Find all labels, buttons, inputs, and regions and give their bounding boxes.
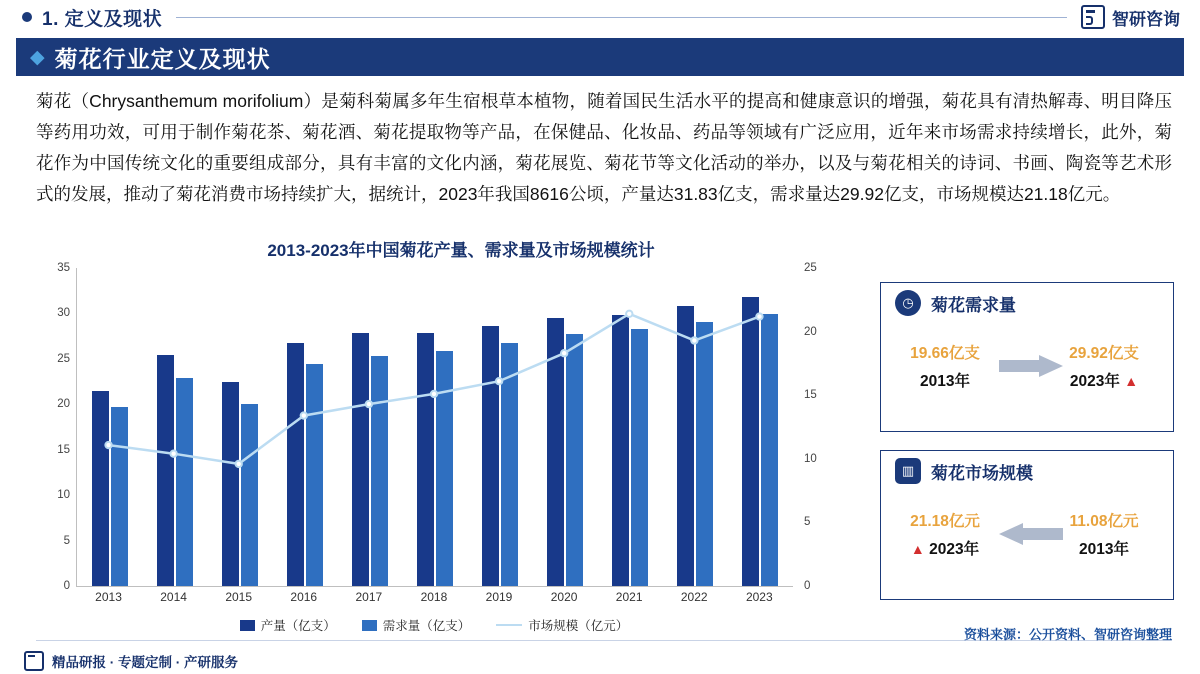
page-footer	[0, 648, 1200, 674]
x-tick-label: 2018	[420, 590, 448, 604]
stat-right-year: 2013年	[1079, 541, 1129, 558]
legend-label: 需求量（亿支）	[382, 619, 471, 633]
stat-card-demand	[880, 282, 1174, 432]
stat-left-year: 2013年	[920, 373, 970, 390]
y-tick-left: 10	[57, 489, 70, 502]
section-title-band	[16, 38, 1184, 76]
y-tick-right: 15	[804, 389, 817, 402]
up-arrow-icon: ▲	[1124, 373, 1139, 389]
stat-right	[1049, 341, 1159, 391]
x-tick-label: 2020	[550, 590, 578, 604]
legend-item	[362, 616, 471, 634]
legend-item	[240, 616, 336, 634]
demand-gauge-icon: ◷	[895, 290, 921, 316]
x-tick-label: 2017	[355, 590, 383, 604]
y-axis-right	[798, 262, 832, 592]
page-header	[0, 0, 1200, 34]
legend-swatch	[240, 620, 255, 631]
legend-label: 产量（亿支）	[260, 619, 336, 633]
x-tick-label: 2013	[95, 590, 122, 604]
zhiyan-logo-icon	[1081, 5, 1105, 29]
market-chart-icon: ▥	[895, 458, 921, 484]
stat-right-value: 29.92亿支	[1069, 345, 1139, 362]
x-tick-label: 2016	[290, 590, 318, 604]
legend-label: 市场规模（亿元）	[528, 619, 629, 633]
x-tick-label: 2021	[615, 590, 643, 604]
chart-container	[36, 236, 856, 636]
y-tick-right: 5	[804, 516, 811, 529]
stat-right	[1049, 509, 1159, 559]
x-axis	[76, 590, 792, 604]
body-paragraph: 菊花（Chrysanthemum morifolium）是菊科菊属多年生宿根草本植物，随着国民生活水平的提高和健康意识的增强，菊花具有清热解毒、明目降压等药用功效，可用于制作菊花茶、菊花酒、菊花提取物等产品，在保健品、化妆品、药品等领域有广泛应用，近年来市场需求持续增长，此外，菊花作为中国传统文化的重要组成部分，具有丰富的文化内涵，菊花展览、菊花节等文化活动的举办，以及与菊花相关的诗词、书画、陶瓷等艺术形式的发展，推动了菊花消费市场持续扩大，据统计，2023年我国8616公顷，产量达31.83亿支，需求量达29.92亿支，市场规模达21.18亿元。	[36, 91, 1172, 204]
x-tick-label: 2023	[745, 590, 773, 604]
stat-right-year: 2023年 ▲	[1069, 373, 1139, 390]
legend-item	[496, 616, 628, 634]
y-tick-left: 30	[57, 307, 70, 320]
x-tick-label: 2015	[225, 590, 253, 604]
y-tick-left: 35	[57, 262, 70, 274]
section-number: 1. 定义及现状	[42, 8, 163, 30]
brand-name: 智研咨询	[1112, 9, 1180, 29]
zhiyan-logo-icon	[24, 651, 44, 671]
stat-card-body	[881, 323, 1173, 427]
x-tick-label: 2022	[680, 590, 708, 604]
y-tick-right: 0	[804, 580, 811, 592]
legend-swatch	[496, 624, 522, 626]
footer-text: 精品研报 · 专题定制 · 产研服务	[52, 655, 238, 670]
chart-legend	[76, 616, 792, 634]
x-tick-label: 2014	[160, 590, 187, 604]
legend-swatch	[362, 620, 377, 631]
stat-right-value: 11.08亿元	[1069, 513, 1139, 530]
stat-left-value: 19.66亿支	[910, 345, 980, 362]
stat-left-value: 21.18亿元	[910, 513, 980, 530]
stat-card-body	[881, 491, 1173, 595]
y-tick-left: 15	[57, 443, 70, 456]
chart-title: 2013-2023年中国菊花产量、需求量及市场规模统计	[267, 241, 655, 260]
market-size-line	[76, 268, 792, 586]
stat-card-title: 菊花需求量	[931, 295, 1016, 315]
diamond-icon: ◆	[30, 46, 45, 68]
stat-card-title: 菊花市场规模	[931, 463, 1033, 483]
stat-card-market	[880, 450, 1174, 600]
x-tick-label: 2019	[485, 590, 513, 604]
y-tick-left: 25	[57, 352, 70, 365]
y-axis-left	[36, 262, 70, 592]
y-tick-right: 20	[804, 325, 817, 338]
y-tick-right: 10	[804, 452, 817, 465]
stat-left	[897, 341, 993, 391]
y-tick-right: 25	[804, 262, 817, 274]
up-arrow-icon: ▲	[910, 541, 925, 557]
y-tick-left: 0	[63, 580, 70, 592]
stat-card-header	[881, 451, 1173, 491]
bullet-dot-icon	[22, 12, 32, 22]
y-tick-left: 5	[63, 534, 70, 547]
stat-left	[897, 509, 993, 559]
y-tick-left: 20	[57, 398, 70, 411]
header-divider	[176, 17, 1067, 18]
stat-left-year: ▲ 2023年	[910, 541, 980, 558]
brand	[1081, 5, 1180, 30]
stat-card-header	[881, 283, 1173, 323]
section-title: 菊花行业定义及现状	[54, 45, 271, 72]
chart-plot	[36, 262, 856, 633]
source-note: 资料来源：公开资料、智研咨询整理	[963, 627, 1172, 642]
